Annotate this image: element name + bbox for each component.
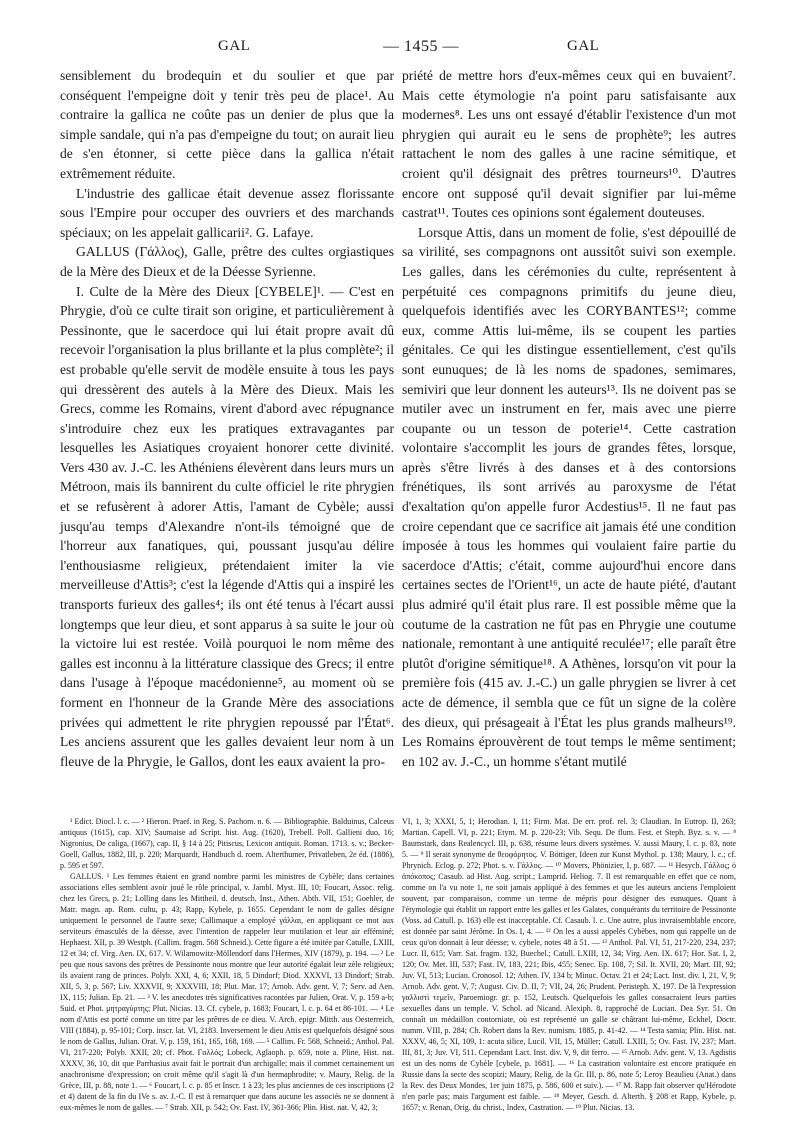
right-paragraph-1: priété de mettre hors d'eux-mêmes ceux qui en buvaient⁷. Mais cette étymologie n'a point paru satisfaisante aux modernes⁸. Les uns ont essayé d'établir l'existence d'un mot phrygien qui aurait eu le sens de prophète⁹; les autres rattachent le nom des galles à une racine sémitique, et croient qu'il désignait des prêtres tourneurs¹⁰. D'autres encore ont supposé qu'il devait signifier par lui-même castrat¹¹. Toutes ces opinions sont également douteuses. <box>402 68 736 221</box>
right-paragraph-2: Lorsque Attis, dans un moment de folie, s'est dépouillé de sa virilité, ses compagnons ont aussitôt suivi son exemple. Les galles, dans les cérémonies du culte, représentent à perpétuité ces compagnons primitifs du jeune dieu, quelquefois identifiés avec les CORYBANTES¹²; comme eux, comme Attis lui-même, ils se coupent les parties génitales. Ce qui les distingue essentiellement, c'est qu'ils sont eunuques; de là les noms de spadones, semimares, semiviri que leur donnent les auteurs¹³. Ils ne doivent pas se mutiler avec un instrument en fer, mais avec une pierre coupante ou un tesson de poterie¹⁴. Cette castration volontaire s'accomplit les jours de grandes fêtes, lorsque, après s'être livrés à des danses et à des contorsions frénétiques, ils sont arrivés au paroxysme de l'état d'exaltation qu'on appelle furor Acdestius¹⁵. Il ne faut pas croire cependant que ce sacrifice ait jamais été une condition imposée à tous les hommes qui voulaient faire partie du sacerdoce d'Attis; c'était, comme aujourd'hui encore dans certaines sectes de l'Orient¹⁶, un acte de haute piété, d'autant plus admiré qu'il était plus rare. Il est possible même que la coutume de la castration ne fût pas en Phrygie une coutume nationale, remontant à une antiquité reculée¹⁷; elle paraît être plutôt d'origine sémitique¹⁸. A Athènes, lorsqu'on vit pour la première fois (415 av. J.-C.) un galle phrygien se livrer à cet acte de démence, il sembla que ce fût un signe de la colère des dieux, qui présageait à l'État les plus grands malheurs¹⁹. Les Romains éprouvèrent de tout temps le même sentiment; en 102 av. J.-C., un homme s'étant mutilé <box>402 224 736 769</box>
left-paragraph-1: sensiblement du brodequin et du soulier et que par conséquent l'empeigne doit y tenir très peu de place¹. Au contraire la gallica ne coûte pas un denier de plus que la simple sandale, qui n'a pas d'empeigne du tout; on aurait lieu de s'en étonner, si cette pièce dans la gallica n'était extrêmement réduite. <box>60 68 394 181</box>
running-header-left: GAL <box>218 38 251 54</box>
running-header-right: GAL <box>567 38 600 54</box>
left-paragraph-2: L'industrie des gallicae était devenue assez florissante sous l'Empire pour occuper des ouvriers et des marchands spéciaux; on les appelait gallicarii². G. Lafaye. <box>60 185 394 240</box>
footnotes-left <box>60 816 394 1113</box>
footnote-block-1: ¹ Edict. Diocl. l. c. — ² Hieron. Praef. in Reg. S. Pachom. n. 6. — Bibliographie. Balduinus, Calceus antiquus (1615), cap. XIV; Saumaise ad Script. hist. Aug. (1620), Trebell. Poll. Gallieni duo, 16; Nigronius, De caliga, (1667), cap. II, § 14 à 25; Pitiscus, Lexicon antiquit. Roman. 1713. s. v.; Becker-Goell, Gallus, 1882, III, p. 220; Marquardt, Handbuch d. roem. Alterthumer, Privatleben, 2e éd. (1886), p. 595 et 597. <box>60 817 394 870</box>
right-column <box>402 66 736 771</box>
footnote-block-3: VI, 1, 3; XXXI, 5, 1; Herodian. I, 11; Firm. Mat. De err. prof. rel. 3; Claudian. In Eutrop. II, 263; Martian. Capell. VI, p. 221; Etym. M. p. 220-23; Vib. Sequ. De flum. Fest. et Steph. Byz. s. v. — ⁸ Baumstark, dans Realencycl. III, p. 638, résume leurs divers systèmes. V. aussi Maury, l. c. p. 83, note 5. — ⁹ Il serait synonyme de θεοφόρητος. V. Böttiger, Ideen zur Kunst Mythol. p. 138; Maury, l. c.; cf. Phrynich. Eclog. p. 272; Phot. s. v. Γάλλος. — ¹⁰ Movers, Phönizier, I, p. 687. — ¹¹ Hesych. Γάλλος; ὁ ἀπόκοπος; Casaub. ad Hist. Aug. script.; Lamprid. Heliog. 7. Il est remarquable en effet que ce nom, comme on l'a vu note 1, ne soit jamais appliqué à des femmes et que les auteurs anciens l'emploient souvent, par comparaison, comme un terme de mépris pour désigner des eunuques. Quant à l'étymologie qui établit un rapport entre les galles et les Galates, conquérants du territoire de Pessinonte (Voss. ad Catull. p. 163) elle est inacceptable. Cf. Casaub. l. c. Une autre, plus invraisemblable encore, est donnée par saint Jérôme. In Os. I, 4. — ¹² On les a aussi appelés Cybèbes, nom qui rappelle un de ceux qu'on donnait à leur déesse; v. cybele, notes 48 à 51. — ¹³ Anthol. Pal. VI, 51, 217-220, 234, 237; Lucr. II, 615; Varr. Sat. fragm. 132, Buechel.; Catull. LXIII, 12, 34; Virg. Aen. IX. 617; Hor. Sat. I, 2, 120; Ov. Met. III, 537; Fast. IV, 183, 221; Ibis, 455; Senec. Ep. 108, 7; Sil. It. XVII, 20; Mart. III, 92; Juv. VI, 513; Lucian. Cronosol. 12; Athen. IV, 134 b; Minuc. Octav. 21 et 24; Lact. Inst. div. I, 21, V, 9; Arnob. Adv. gent. V, 7; August. Civ. D. II, 7; VII, 24, 26; Prudent. Peristeph. X, 197. De là l'expression γαλλιστὶ τεμεῖν, Paroemiogr. gr. p. 152, Leutsch. Quelquefois les galles consacraient leurs parties sexuelles dans un temple. V. Schol. ad Nicand. Alexiph. 8, rapproché de Lucian. Dea Syr. 51. On connaît un médaillon contorniate, où est représenté un galle se châtrant lui-même, Eckhel, Doctr. numm. VIII, p. 284; Ch. Robert dans la Rev. numism. 1885, p. 41-42. — ¹⁴ Testa samia; Plin. Hist. nat. XXXV, 46, 5; XI, 109, 1: acuta silice, Lucil. VII, 15, Müller; Catull. LXIII, 5; Ov. Fast. IV, 237; Mart. III, 81, 3; Juv. VI, 511. Cependant Lact. Inst. div. V, 9, dit ferro. — ¹⁵ Arnob. Adv. gent. V, 13. Agdistis est un des noms de Cybèle [cybele, p. 1681]. — ¹⁶ La castration volontaire est encore pratiquée en Russie dans la secte des scopizi; Maury, Relig. de la Gr. III, p. 86, note 5; Leroy Beaulieu (Anat.) dans la Rev. des Deux Mondes, 1er juin 1875, p. 586, 600 et suiv.). — ¹⁷ M. Rapp fait observer qu'Hérodote n'en parle pas; mais l'argument est faible. — ¹⁸ Meyer, Gesch. d. Alterth. § 208 et Rapp, Kybele, p. 1657; v. Renan, Orig. du christ., Index, Castration. — ¹⁹ Plut. Nicias. 13. <box>402 817 736 1112</box>
footnote-block-2: GALLUS. ¹ Les femmes étaient en grand nombre parmi les ministres de Cybèle; dans certaines associations elles semblent avoir joué le rôle principal, v. Jambl. Myst. III, 10; Foucart, Assoc. relig. chez les Grecs, p. 21; Lolling dans les Mittheil. d. deutsch. Inst., Athen. Abth. VII, 151; Goehler, de Matr. magn. ap. Rom. cultu, p. 43; Rapp, Kybele, p. 1655. Cependant le nom de galles désigne uniquement le personnel de l'autre sexe; Callimaque a employé γάλλαι, en appliquant ce mot aux serviteurs émasculés de la déesse, avec l'intention de rappeler leur mutilation et leur air efféminé; Hephaest. XII, p. 39 Westph. (Callim. fragm. 568 Schneid.). Cette figure a été imitée par Catulle, LXIII, 12 et 34; cf. Virg. Aen. IX, 617. V. Wilamowitz-Möllendorf dans l'Hermes, XIV (1879), p. 194. — ² Le peu que nous savons des prêtres de Pessinonte nous montre que leur autorité égalait leur zèle religieux; ils avaient rang de princes. Polyb. XXI, 4, 6; XXII, 18, 5 Dindorf; Diod. XXXVI, 13 Dindorf; Strab. XII, 5, 3, p. 567; Liv. XXXVII, 9; XXXVIII, 18; Plut. Mar. 17; Arnob. Adv. gent. V, 7; Serv. ad Aen. IX, 115; Julian. Ep. 21. — ³ V. les anecdotes très significatives racontées par Julien, Orat. V, p. 159 a-b; Suid. et Phot. μητραγύρτης; Plut. Nicias. 13. Cf. cybele, p. 1683; Foucart, l. c. p. 64 et 86-101. — ⁴ Le nom d'Attis est porté comme un titre par les prêtres de ce dieu. V. Arch. epigr. Mitth. aus Oesterreich, VIII (1884), p. 95-101; Corp. inscr. lat. VI, 2183. Inversement le dieu Attis est quelquefois désigné sous le nom de Gallus, Julian. Orat. V, p. 159, 161, 165, 168, 169. — ⁵ Callim. Fr. 568, Schneid.; Anthol. Pal. VI, 217-220; Polyb. XXII, 20; cf. Phot. Γαλλός; Lobeck, Aglaoph. p. 659, note a. Pline, Hist. nat. XXXV, 36, 10, dit que Parrhasius avait fait le portrait d'un archigalle; mais il commet certainement un anachronisme d'expression; on croit même qu'il s'agit là d'un hermaphrodite; v. Maury, Relig. de la Grèce, III, p. 88, note 1. — ⁶ Foucart, l. c. p. 85 et Inscr. 1 à 23; les plus anciennes de ces inscriptions (2 et 4) datent de la fin du IVe s. av. J.-C. Il est à remarquer que dans aucune les associés ne se donnent à eux-mêmes le nom de galles. — ⁷ Strab. XII, p. 542; Ov. Fast. IV, 361-366; Plin. Hist. nat. V, 42, 3; <box>60 872 394 1112</box>
left-paragraph-4: I. Culte de la Mère des Dieux [CYBELE]¹. — C'est en Phrygie, d'où ce culte tirait son origine, et particulièrement à Pessinonte, que le sacerdoce qui lui était propre avait dû recevoir l'organisation la plus brillante et la plus complète²; il est probable qu'elle servit de modèle ensuite à tous les pays qui dressèrent des autels à la Mère des Dieux. Mais les Grecs, comme les Romains, virent d'abord avec répugnance s'introduire chez eux les pratiques extravagantes par lesquelles les Asiatiques croyaient honorer cette divinité. Vers 430 av. J.-C. les Athéniens élevèrent dans leurs murs un Métroon, mais ils bannirent du culte officiel le rite phrygien et se refusèrent à adorer Attis, l'amant de Cybèle; aussi jusqu'au temps d'Alexandre n'ont-ils témoigné que de l'horreur aux fanatiques, qui, poussant jusqu'au délire l'enthousiasme religieux, prétendaient imiter la vie merveilleuse d'Attis³; c'est la légende d'Attis qui a inspiré les transports furieux des galles⁴; ils ont été tenus à l'écart aussi longtemps que leur dieu, et sont apparus à sa suite le jour où la victoire lui est restée. Voilà pourquoi le nom même des galles est inconnu à la littérature classique des Grecs; il entre dans l'usage à l'époque macédonienne⁵, au moment où se forment en l'honneur de la Grande Mère des associations privées qui admettent le rite phrygien repoussé par l'État⁶. Les anciens assurent que les galles devaient leur nom à un fleuve de la Phrygie, le Gallos, dont les eaux avaient la pro- <box>60 283 394 769</box>
footnotes-right <box>402 816 736 1113</box>
page-number: — 1455 — <box>383 38 459 55</box>
left-column <box>60 66 394 771</box>
article-heading-gallus: GALLUS (Γάλλος), Galle, prêtre des cultes orgiastiques de la Mère des Dieux et de la Déesse Syrienne. <box>60 244 394 279</box>
